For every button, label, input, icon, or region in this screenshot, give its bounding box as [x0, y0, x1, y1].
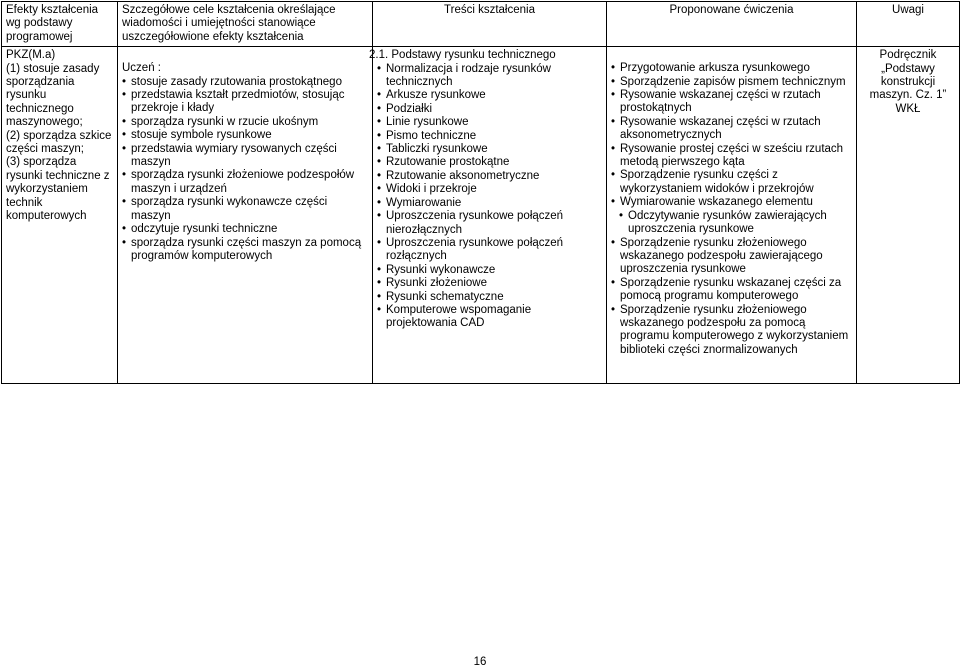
list-item: • Normalizacja i rodzaje rysunków technicznych: [377, 63, 602, 90]
effects-line: (1) stosuje zasady sporządzania rysunku technicznego maszynowego;: [6, 62, 100, 129]
list-item: • Sporządzenie rysunku złożeniowego wskazanego podzespołu za pomocą programu komputerowego z wykorzystaniem biblioteki części znormalizowanych: [611, 304, 852, 358]
list-item: • Rysowanie wskazanej części w rzutach prostokątnych: [611, 89, 852, 116]
list-item: • Sporządzenie rysunku złożeniowego wskazanego podzespołu zawierającego uproszczenia rysunkowe: [611, 237, 852, 277]
header-effects: Efekty kształcenia wg podstawy programowej: [2, 2, 118, 47]
list-item: • sporządza rysunki złożeniowe podzespołów maszyn i urządzeń: [122, 169, 368, 196]
list-item: • Przygotowanie arkusza rysunkowego: [611, 62, 852, 75]
curriculum-table: [1, 1, 960, 384]
list-item: • Rysowanie wskazanej części w rzutach aksonometrycznych: [611, 116, 852, 143]
list-item: • Rysunki złożeniowe: [377, 277, 602, 290]
list-item: • odczytuje rysunki techniczne: [122, 223, 368, 236]
list-item: • Wymiarowanie: [377, 197, 602, 210]
student-label: Uczeń :: [122, 62, 161, 75]
list-item: • Wymiarowanie wskazanego elementu: [611, 196, 852, 209]
list-item: • sporządza rysunki wykonawcze części maszyn: [122, 196, 368, 223]
effects-line: (3) sporządza rysunki techniczne z wykorzystaniem technik komputerowych: [6, 156, 110, 223]
list-item: • Odczytywanie rysunków zawierających uproszczenia rysunkowe: [611, 210, 852, 237]
contents-list: [377, 63, 602, 331]
list-item: • Rysowanie prostej części w sześciu rzutach metodą pierwszego kąta: [611, 143, 852, 170]
list-item: • Rzutowanie aksonometryczne: [377, 170, 602, 183]
list-item: • Sporządzenie zapisów pismem technicznym: [611, 76, 852, 89]
remarks-cell: [857, 47, 960, 384]
list-item: • Arkusze rysunkowe: [377, 89, 602, 102]
list-item: • sporządza rysunki w rzucie ukośnym: [122, 116, 368, 129]
remarks-text: Podręcznik „Podstawy konstrukcji maszyn. Cz. 1” WKŁ: [869, 49, 947, 115]
list-item: • Uproszczenia rysunkowe połączeń rozłącznych: [377, 237, 602, 264]
exercises-list: [611, 62, 852, 357]
list-item: • Podziałki: [377, 103, 602, 116]
list-item: • Rzutowanie prostokątne: [377, 156, 602, 169]
effects-line: PKZ(M.a): [6, 49, 56, 62]
list-item: • Linie rysunkowe: [377, 116, 602, 129]
page-number: 16: [473, 656, 487, 668]
effects-cell: [2, 47, 118, 384]
section-title: 2.1. Podstawy rysunku technicznego: [369, 49, 556, 62]
list-item: • przedstawia kształt przedmiotów, stosując przekroje i kłady: [122, 89, 368, 116]
list-item: • Widoki i przekroje: [377, 183, 602, 196]
list-item: • stosuje zasady rzutowania prostokątnego: [122, 76, 368, 89]
exercises-cell: [607, 47, 857, 384]
list-item: • Sporządzenie rysunku części z wykorzystaniem widoków i przekrojów: [611, 169, 852, 196]
contents-cell: [369, 47, 607, 384]
list-item: • przedstawia wymiary rysowanych części maszyn: [122, 143, 368, 170]
list-item: • stosuje symbole rysunkowe: [122, 129, 368, 142]
content-row: [2, 47, 960, 384]
list-item: • Pismo techniczne: [377, 130, 602, 143]
list-item: • Komputerowe wspomaganie projektowania CAD: [377, 304, 602, 331]
header-remarks: Uwagi: [857, 2, 960, 47]
objectives-cell: [118, 47, 373, 384]
objectives-list: [122, 76, 368, 264]
effects-line: (2) sporządza szkice części maszyn;: [6, 129, 112, 156]
list-item: • Rysunki schematyczne: [377, 291, 602, 304]
header-exercises: Proponowane ćwiczenia: [607, 2, 857, 47]
list-item: • Uproszczenia rysunkowe połączeń nierozłącznych: [377, 210, 602, 237]
header-row: [2, 2, 960, 47]
list-item: • Rysunki wykonawcze: [377, 264, 602, 277]
list-item: • Sporządzenie rysunku wskazanej części za pomocą programu komputerowego: [611, 277, 852, 304]
header-contents: Treści kształcenia: [373, 2, 607, 47]
list-item: • sporządza rysunki części maszyn za pomocą programów komputerowych: [122, 237, 368, 264]
list-item: • Tabliczki rysunkowe: [377, 143, 602, 156]
header-objectives: Szczegółowe cele kształcenia określające wiadomości i umiejętności stanowiące uszczegółowione efekty kształcenia: [118, 2, 373, 47]
